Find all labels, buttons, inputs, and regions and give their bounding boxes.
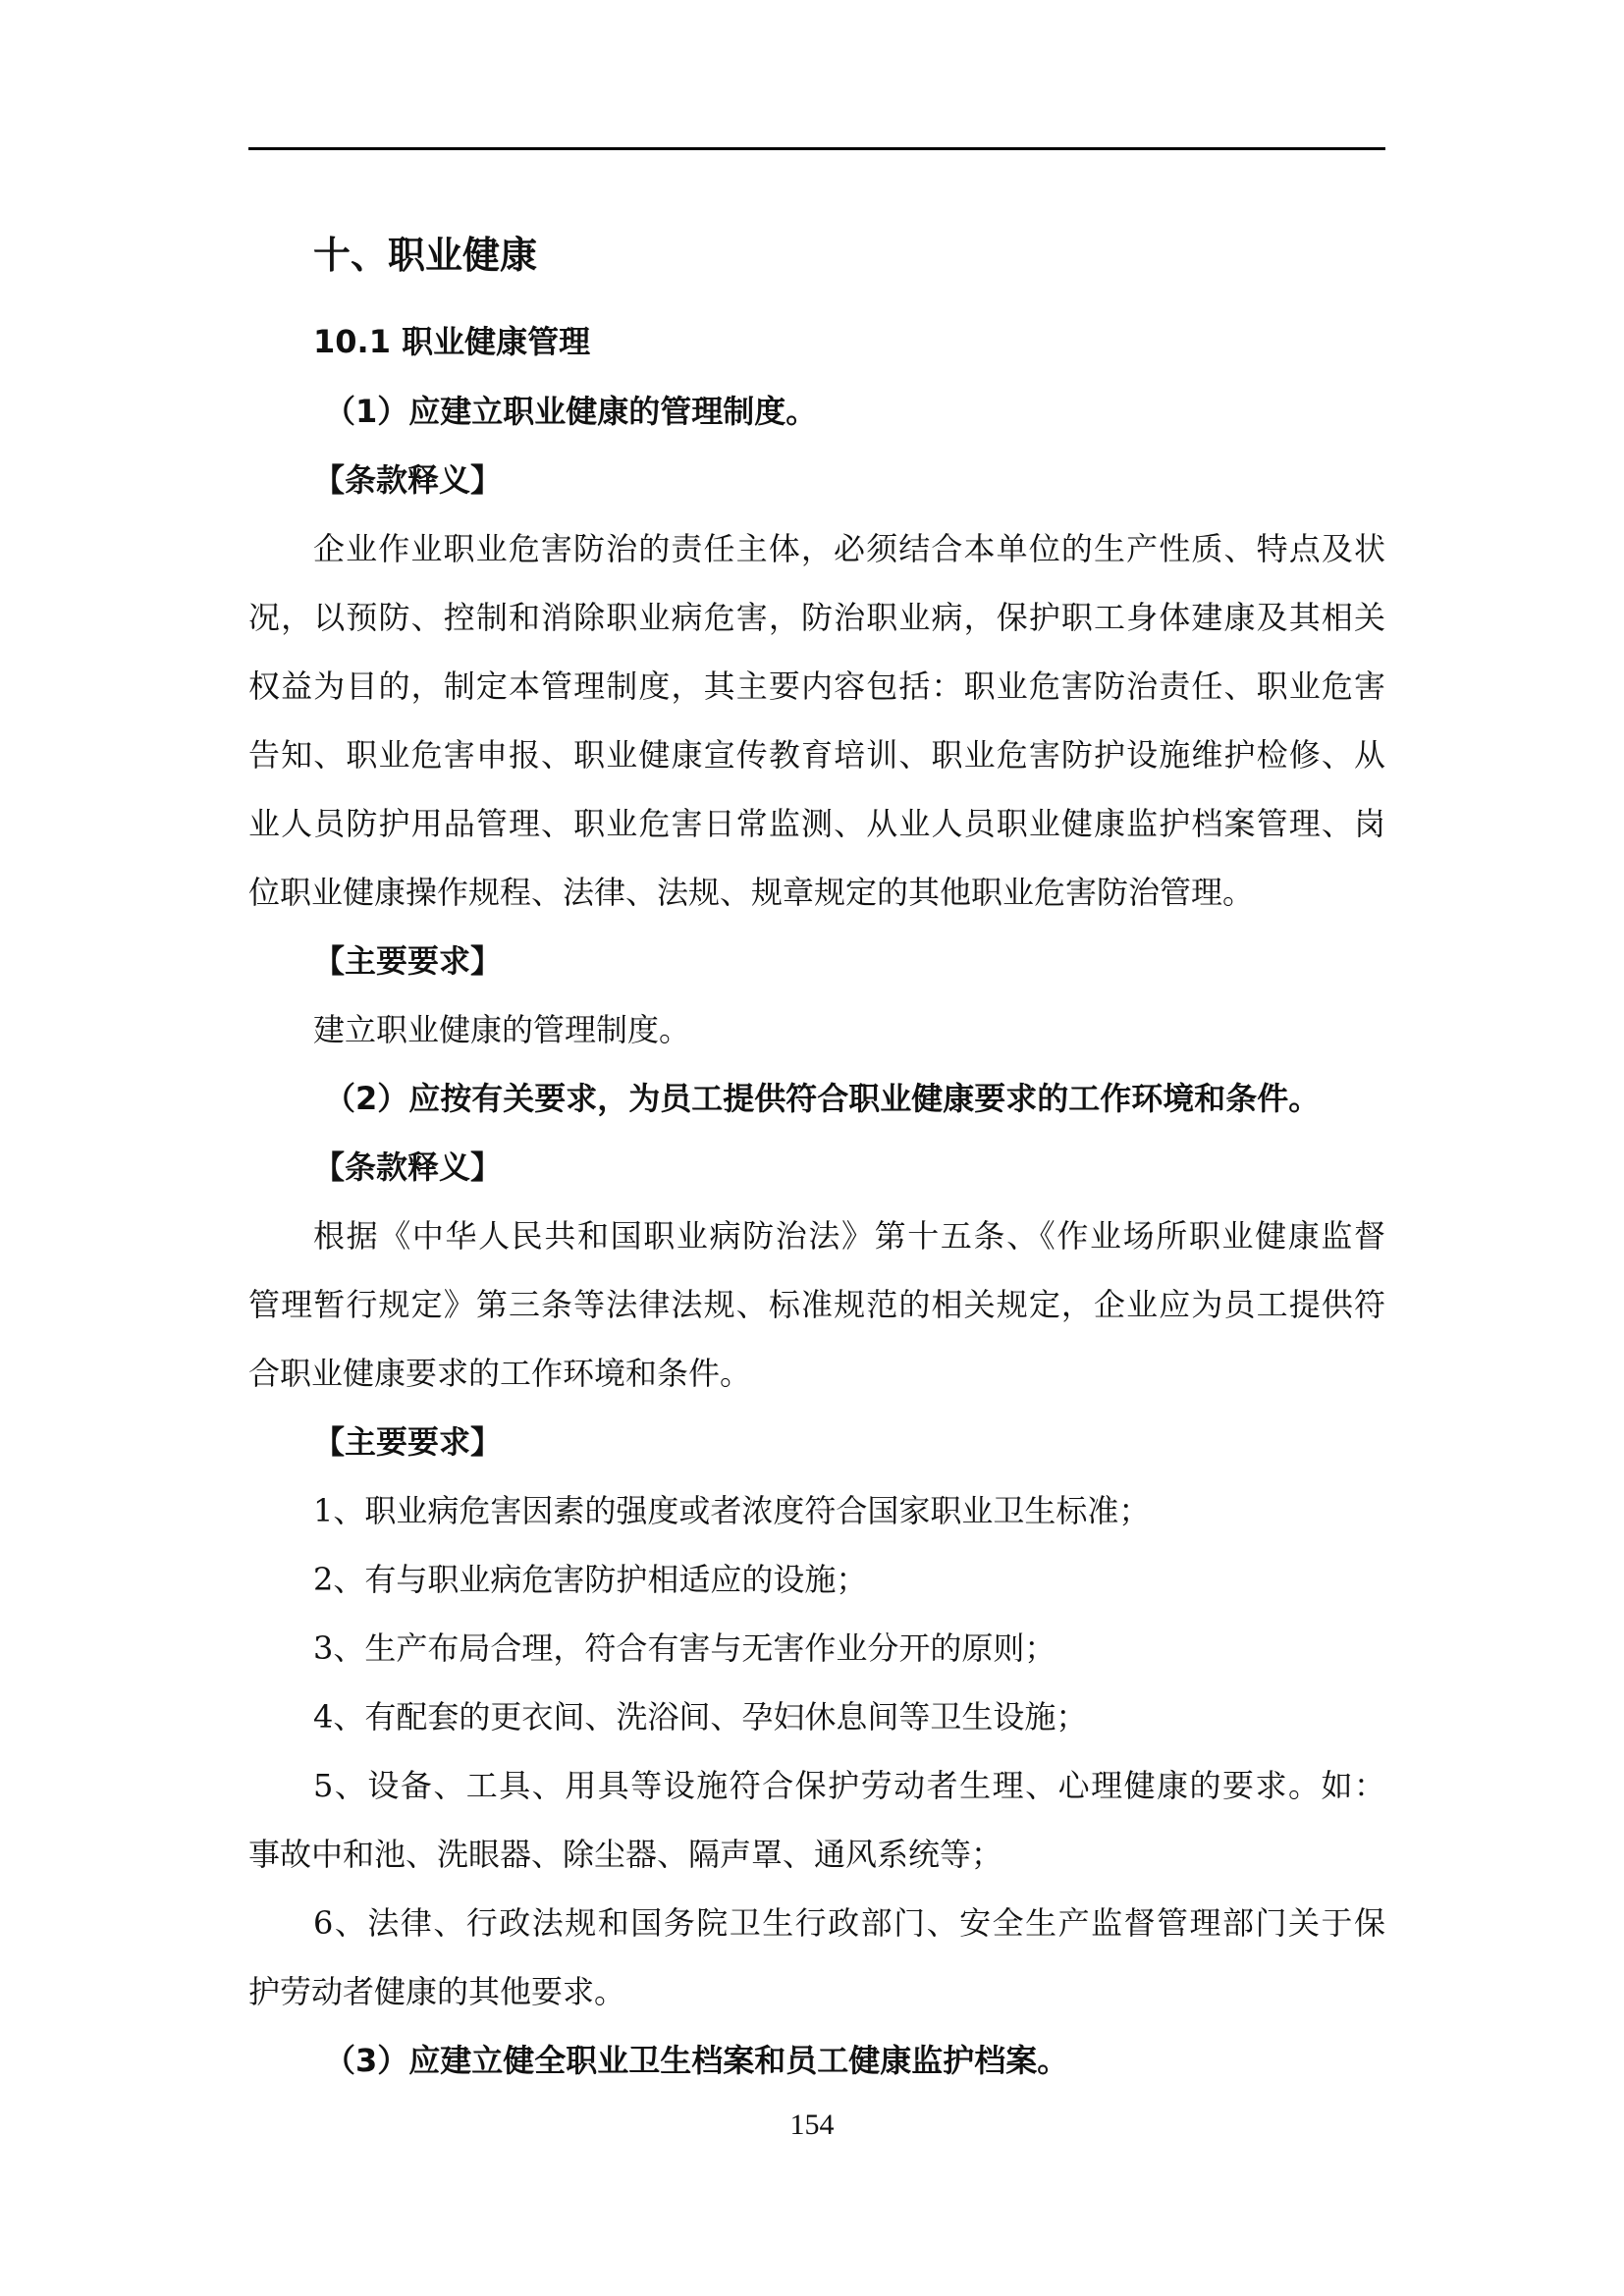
requirement-line: 护劳动者健康的其他要求。 — [248, 1973, 626, 2010]
requirement-line: 1、职业病危害因素的强度或者浓度符合国家职业卫生标准； — [313, 1492, 1151, 1529]
label-requirements-2: 【主要要求】 — [313, 1423, 503, 1461]
page-number: 154 — [789, 2109, 835, 2141]
requirement-line: 2、有与职业病危害防护相适应的设施； — [313, 1561, 868, 1598]
header-rule — [248, 147, 1385, 150]
item-heading-3: （3）应建立健全职业卫生档案和员工健康监护档案。 — [324, 2042, 1069, 2079]
label-requirements-1: 【主要要求】 — [313, 942, 503, 980]
requirement-line: 事故中和池、洗眼器、除尘器、隔声罩、通风系统等； — [248, 1836, 1003, 1873]
item-heading-1: （1）应建立职业健康的管理制度。 — [324, 393, 818, 430]
label-explain-2: 【条款释义】 — [313, 1148, 503, 1186]
subsection-title: 10.1 职业健康管理 — [313, 323, 591, 360]
section-title: 十、职业健康 — [313, 234, 538, 277]
label-explain-1: 【条款释义】 — [313, 461, 503, 499]
item-heading-2: （2）应按有关要求，为员工提供符合职业健康要求的工作环境和条件。 — [324, 1080, 1321, 1117]
explain-line: 权益为目的，制定本管理制度，其主要内容包括：职业危害防治责任、职业危害 — [248, 667, 1385, 705]
explain-line: 管理暂行规定》第三条等法律法规、标准规范的相关规定，企业应为员工提供符 — [248, 1286, 1385, 1323]
requirement-line: 5、设备、工具、用具等设施符合保护劳动者生理、心理健康的要求。如： — [313, 1767, 1385, 1804]
explain-line: 业人员防护用品管理、职业危害日常监测、从业人员职业健康监护档案管理、岗 — [248, 805, 1385, 842]
requirement-line: 3、生产布局合理，符合有害与无害作业分开的原则； — [313, 1629, 1056, 1667]
requirement-line: 6、法律、行政法规和国务院卫生行政部门、安全生产监督管理部门关于保 — [313, 1904, 1385, 1942]
explain-line: 位职业健康操作规程、法律、法规、规章规定的其他职业危害防治管理。 — [248, 874, 1255, 911]
requirement-line: 建立职业健康的管理制度。 — [313, 1011, 691, 1048]
explain-line: 企业作业职业危害防治的责任主体，必须结合本单位的生产性质、特点及状 — [313, 530, 1385, 567]
requirement-line: 4、有配套的更衣间、洗浴间、孕妇休息间等卫生设施； — [313, 1698, 1088, 1735]
explain-line: 根据《中华人民共和国职业病防治法》第十五条、《作业场所职业健康监督 — [313, 1217, 1385, 1255]
explain-line: 况，以预防、控制和消除职业病危害，防治职业病，保护职工身体建康及其相关 — [248, 599, 1385, 636]
explain-line: 告知、职业危害申报、职业健康宣传教育培训、职业危害防护设施维护检修、从 — [248, 736, 1385, 774]
explain-line: 合职业健康要求的工作环境和条件。 — [248, 1355, 752, 1392]
